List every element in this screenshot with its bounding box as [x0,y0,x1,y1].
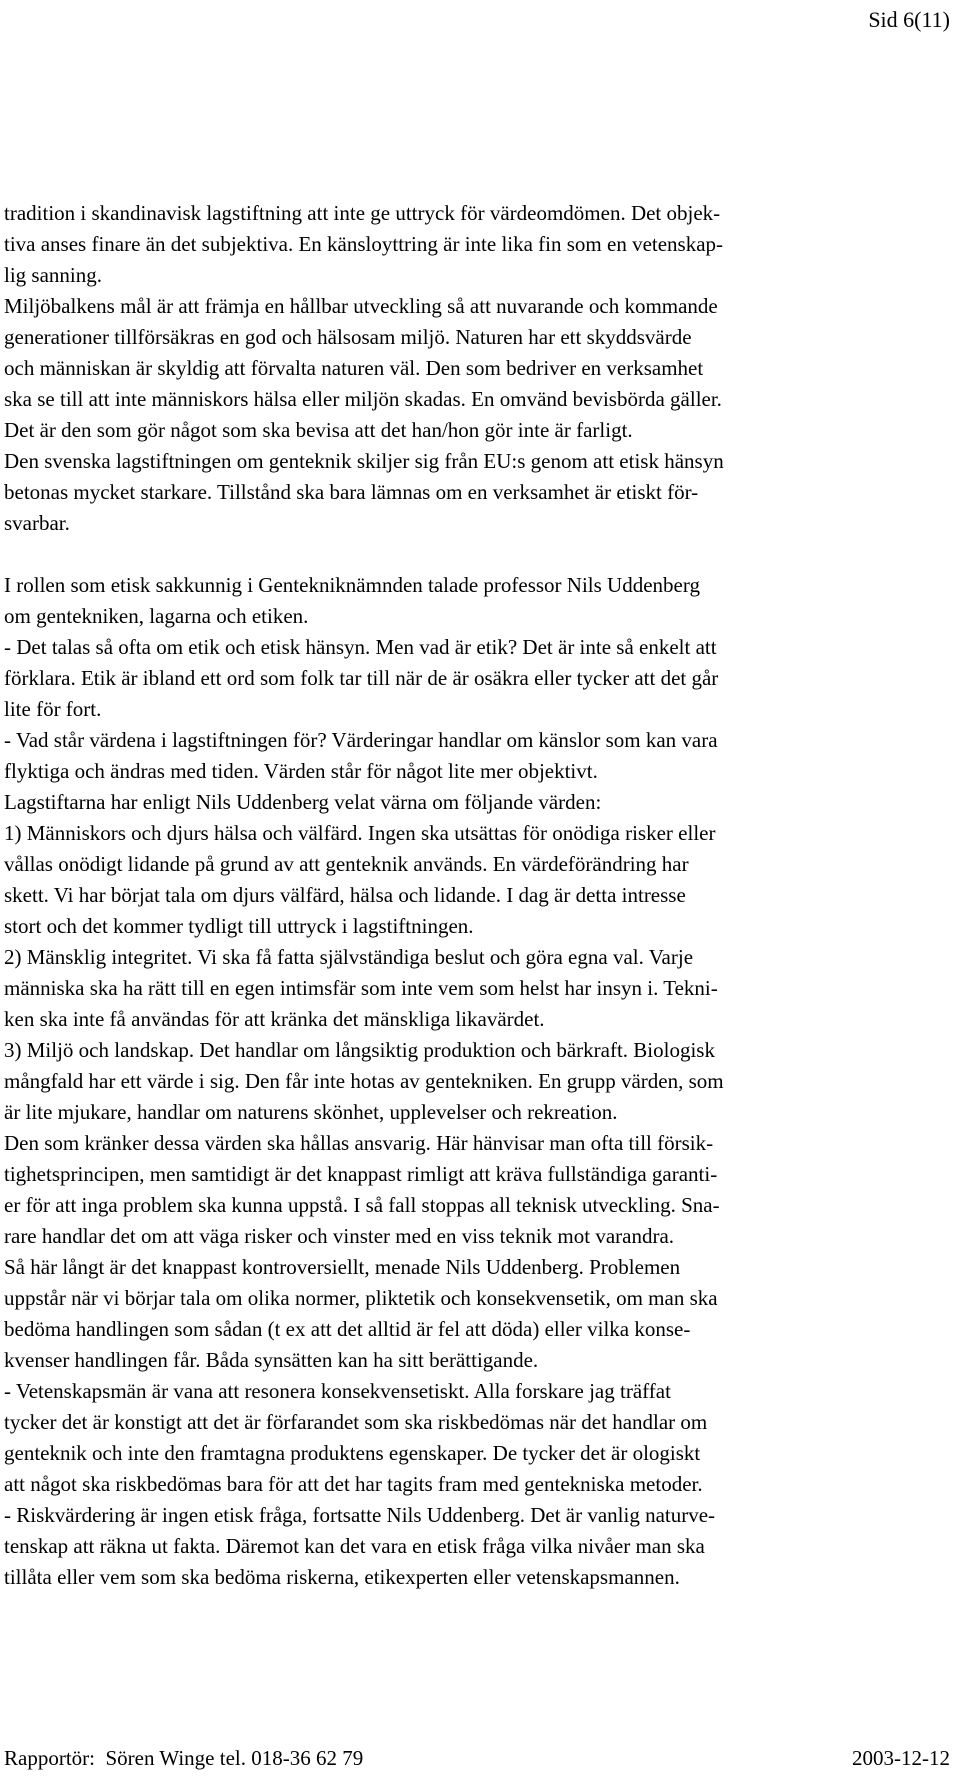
text-line: vållas onödigt lidande på grund av att genteknik används. En värdeförändring har [4,852,689,876]
text-line: att något ska riskbedömas bara för att det har tagits fram med gentekniska metoder. [4,1472,703,1496]
text-line: - Vad står värdena i lagstiftningen för? Värderingar handlar om känslor som kan vara [4,728,718,752]
text-line: ska se till att inte människors hälsa eller miljön skadas. En omvänd bevisbörda gäller. [4,387,722,411]
text-line: - Riskvärdering är ingen etisk fråga, fortsatte Nils Uddenberg. Det är vanlig naturve- [4,1503,716,1527]
text-line: - Vetenskapsmän är vana att resonera konsekvensetiskt. Alla forskare jag träffat [4,1379,671,1403]
document-body [4,198,950,1593]
text-line: tradition i skandinavisk lagstiftning att inte ge uttryck för värdeomdömen. Det objek- [4,201,721,225]
text-line: Det är den som gör något som ska bevisa att det han/hon gör inte är farligt. [4,418,633,442]
document-date: 2003-12-12 [852,1746,950,1770]
text-line: tighetsprincipen, men samtidigt är det knappast rimligt att kräva fullständiga garanti- [4,1162,718,1186]
text-line: - Det talas så ofta om etik och etisk hänsyn. Men vad är etik? Det är inte så enkelt att [4,635,717,659]
text-line: 1) Människors och djurs hälsa och välfärd. Ingen ska utsättas för onödiga risker eller [4,821,716,845]
text-line: uppstår när vi börjar tala om olika normer, pliktetik och konsekvensetik, om man ska [4,1286,718,1310]
text-line: I rollen som etisk sakkunnig i Gentekniknämnden talade professor Nils Uddenberg [4,573,700,597]
text-line: bedöma handlingen som sådan (t ex att det alltid är fel att döda) eller vilka konse- [4,1317,691,1341]
text-line: genteknik och inte den framtagna produktens egenskaper. De tycker det är ologiskt [4,1441,701,1465]
text-line: om gentekniken, lagarna och etiken. [4,604,309,628]
text-line: är lite mjukare, handlar om naturens skönhet, upplevelser och rekreation. [4,1100,618,1124]
text-line: ken ska inte få användas för att kränka det mänskliga likavärdet. [4,1007,545,1031]
text-line: Så här långt är det knappast kontroversiellt, menade Nils Uddenberg. Problemen [4,1255,681,1279]
text-line: människa ska ha rätt till en egen intimsfär som inte vem som helst har insyn i. Tekni- [4,976,718,1000]
text-line: tillåta eller vem som ska bedöma riskerna, etikexperten eller vetenskapsmannen. [4,1565,680,1589]
text-line: Den svenska lagstiftningen om genteknik skiljer sig från EU:s genom att etisk hänsyn [4,449,724,473]
text-line: generationer tillförsäkras en god och hälsosam miljö. Naturen har ett skyddsvärde [4,325,692,349]
text-line: förklara. Etik är ibland ett ord som folk tar till när de är osäkra eller tycker att det går [4,666,719,690]
text-line: 3) Miljö och landskap. Det handlar om långsiktig produktion och bärkraft. Biologisk [4,1038,715,1062]
page-footer [4,1743,950,1773]
text-line: Miljöbalkens mål är att främja en hållbar utveckling så att nuvarande och kommande [4,294,718,318]
page-number: Sid 6(11) [868,7,950,32]
text-line: tenskap att räkna ut fakta. Däremot kan det vara en etisk fråga vilka nivåer man ska [4,1534,705,1558]
text-line: betonas mycket starkare. Tillstånd ska bara lämnas om en verksamhet är etiskt för- [4,480,699,504]
text-line: Den som kränker dessa värden ska hållas ansvarig. Här hänvisar man ofta till försik- [4,1131,714,1155]
text-line: rare handlar det om att väga risker och vinster med en viss teknik mot varandra. [4,1224,675,1248]
text-line: kvenser handlingen får. Båda synsätten kan ha sitt berättigande. [4,1348,539,1372]
reporter-contact: Rapportör: Sören Winge tel. 018-36 62 79 [4,1746,364,1770]
text-line: skett. Vi har börjat tala om djurs välfärd, hälsa och lidande. I dag är detta intresse [4,883,686,907]
text-line: och människan är skyldig att förvalta naturen väl. Den som bedriver en verksamhet [4,356,704,380]
text-line: er för att inga problem ska kunna uppstå. I så fall stoppas all teknisk utveckling. Sna- [4,1193,720,1217]
text-line: Lagstiftarna har enligt Nils Uddenberg velat värna om följande värden: [4,790,602,814]
text-line: svarbar. [4,511,70,535]
text-line: 2) Mänsklig integritet. Vi ska få fatta självständiga beslut och göra egna val. Varje [4,945,694,969]
text-line: lig sanning. [4,263,102,287]
text-line: lite för fort. [4,697,102,721]
text-line: tycker det är konstigt att det är förfarandet som ska riskbedömas när det handlar om [4,1410,708,1434]
paragraph-gap [4,539,950,570]
text-line: flyktiga och ändras med tiden. Värden står för något lite mer objektivt. [4,759,598,783]
text-line: mångfald har ett värde i sig. Den får inte hotas av gentekniken. En grupp värden, som [4,1069,724,1093]
text-line: tiva anses finare än det subjektiva. En känsloyttring är inte lika fin som en vetenskap- [4,232,724,256]
text-line: stort och det kommer tydligt till uttryck i lagstiftningen. [4,914,474,938]
